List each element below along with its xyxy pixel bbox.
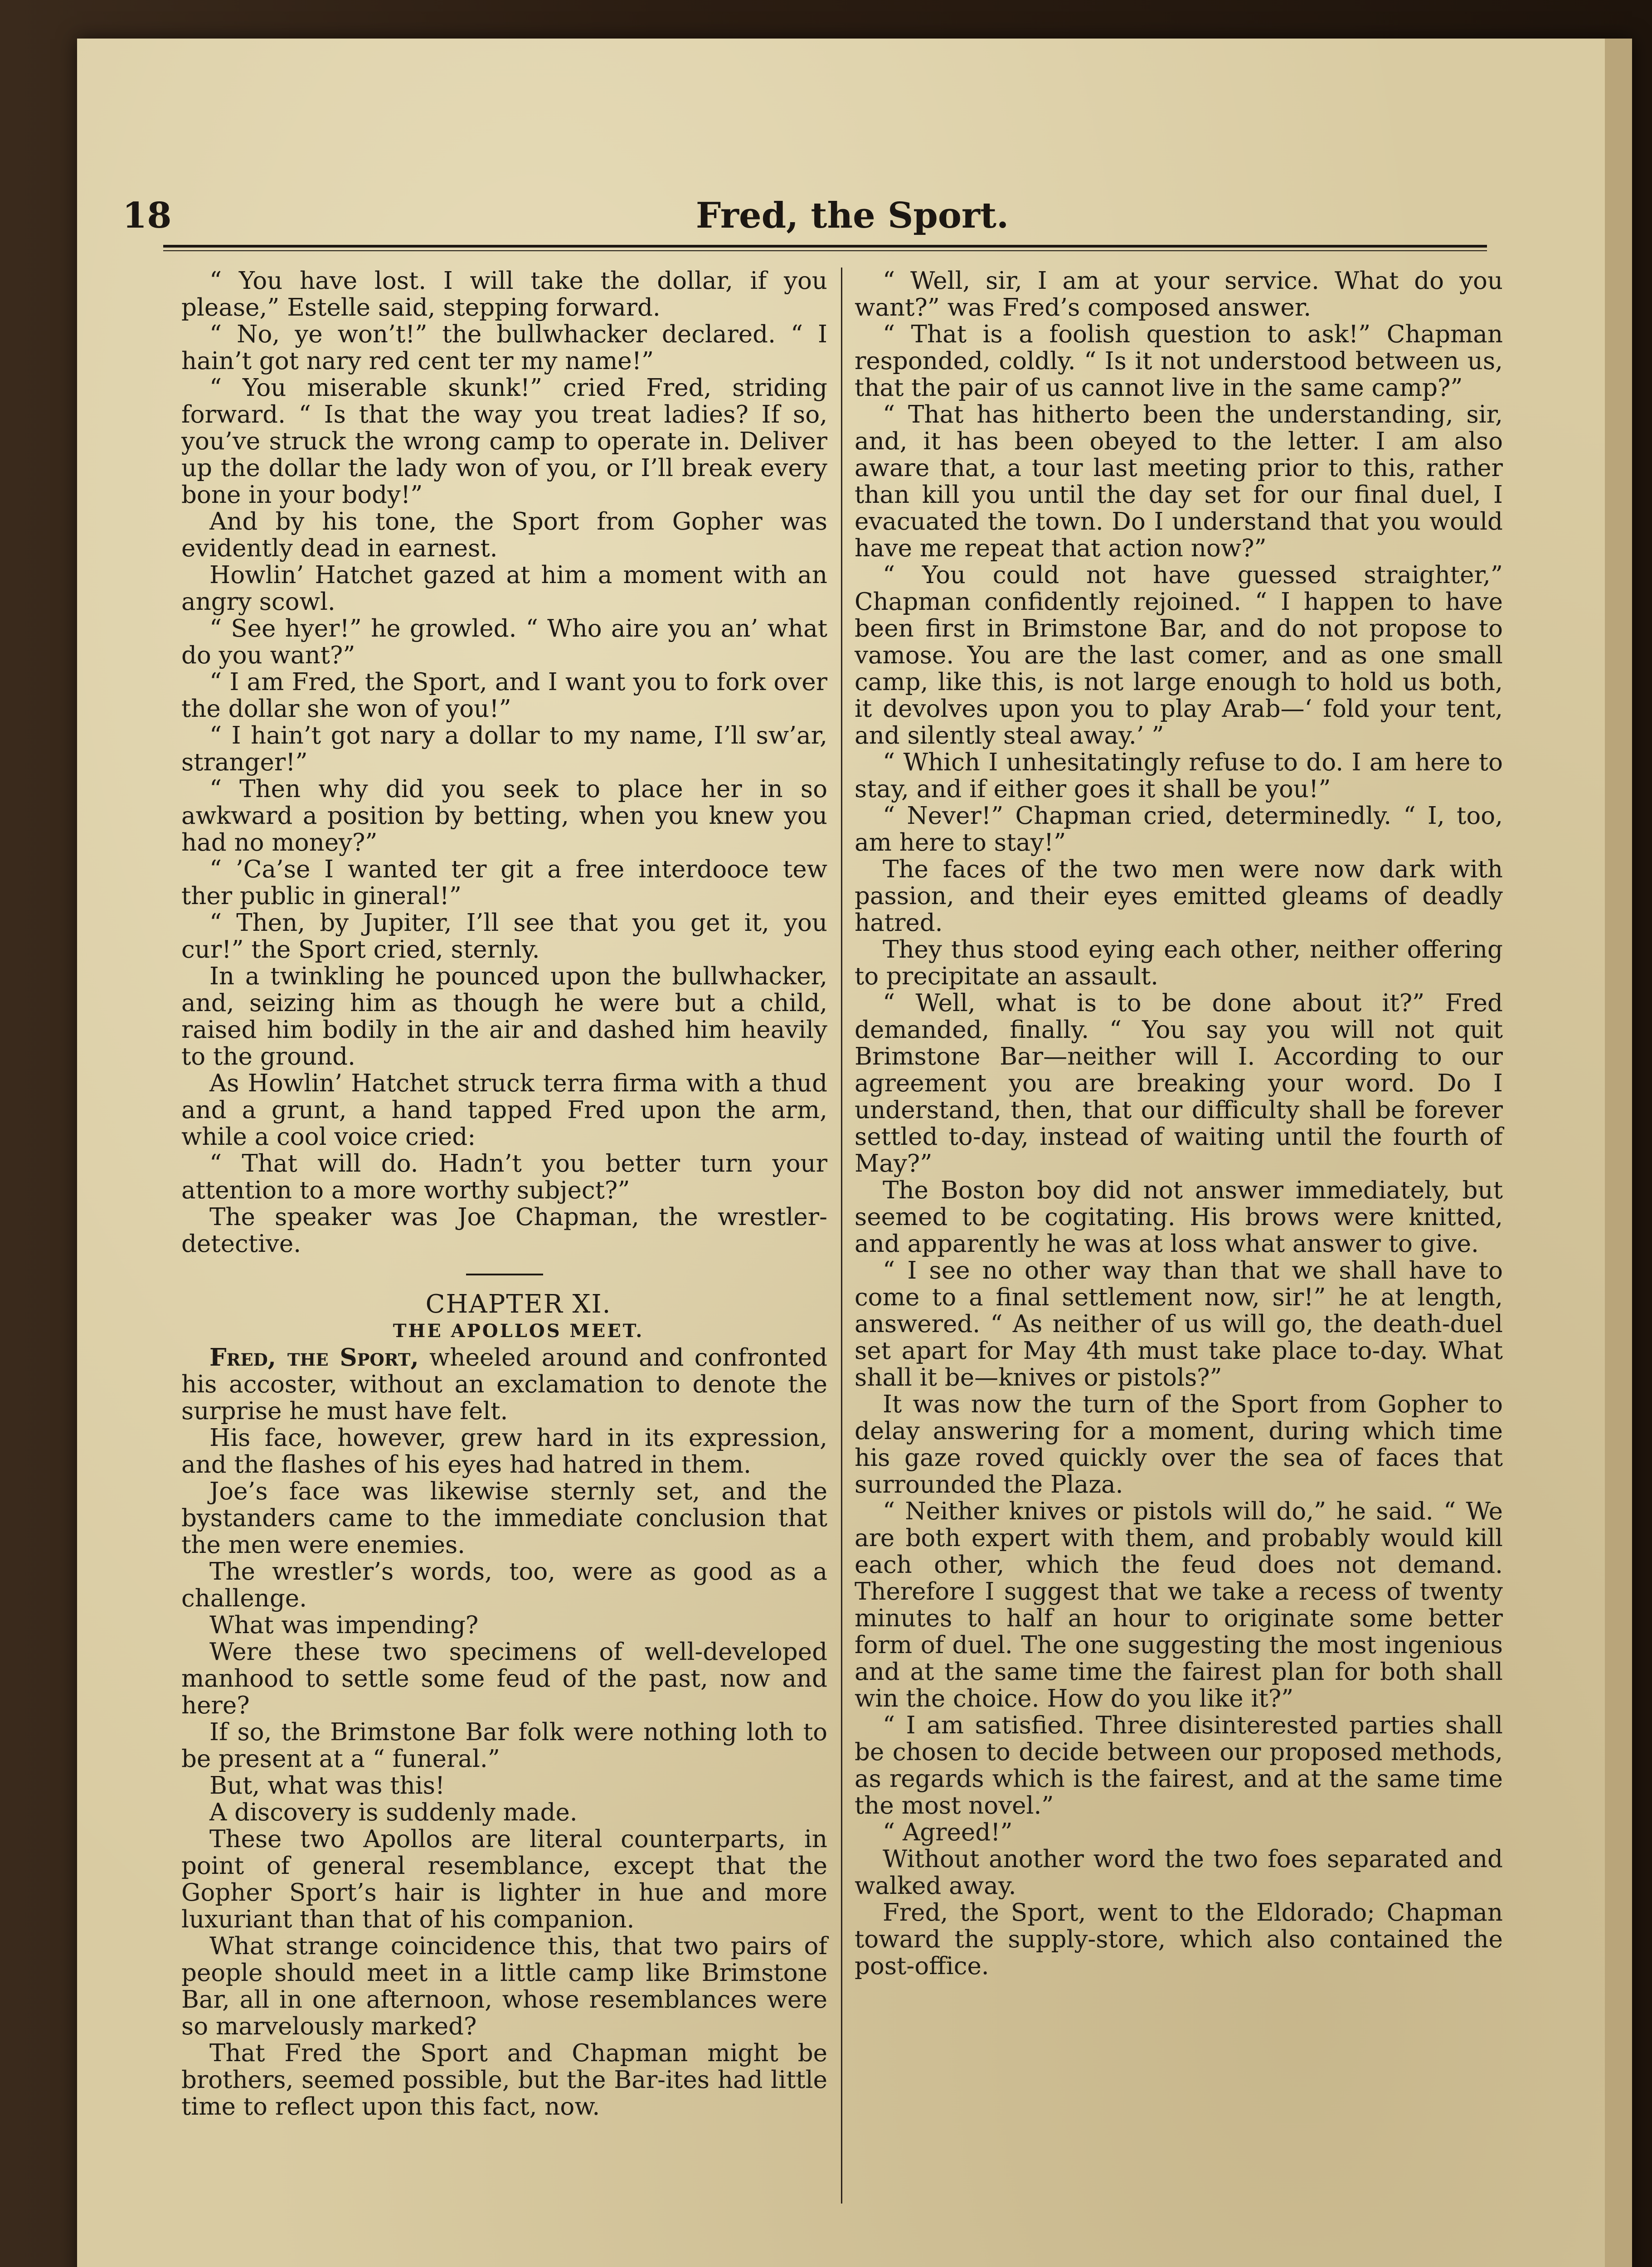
paragraph: Fred, the Sport, went to the Eldorado; Chapman toward the supply-store, which also contained the post-office. bbox=[855, 1899, 1503, 1980]
paragraph: “ That will do. Hadn’t you better turn your attention to a more worthy subject?” bbox=[181, 1150, 827, 1204]
paragraph: “ Well, what is to be done about it?” Fred demanded, finally. “ You say you will not quit Brimstone Bar—neither will I. According to our agreement you are breaking your word. Do I understand, then, that our difficulty shall be forever settled to-day, instead of waiting until the fourth of May?” bbox=[855, 989, 1503, 1177]
paragraph: It was now the turn of the Sport from Gopher to delay answering for a moment, during which time his gaze roved quickly over the sea of faces that surrounded the Plaza. bbox=[855, 1391, 1503, 1498]
paragraph: “ You miserable skunk!” cried Fred, striding forward. “ Is that the way you treat ladies? If so, you’ve struck the wrong camp to operate in. Deliver up the dollar the lady won of you, or I’ll break every bone in your body!” bbox=[181, 374, 827, 509]
paragraph: As Howlin’ Hatchet struck terra firma with a thud and a grunt, a hand tapped Fred upon the arm, while a cool voice cried: bbox=[181, 1070, 827, 1151]
paragraph: In a twinkling he pounced upon the bullwhacker, and, seizing him as though he were but a child, raised him bodily in the air and dashed him heavily to the ground. bbox=[181, 963, 827, 1070]
chapter-separator bbox=[466, 1274, 543, 1275]
paragraph: “ See hyer!” he growled. “ Who aire you an’ what do you want?” bbox=[181, 615, 827, 669]
paragraph: The faces of the two men were now dark with passion, and their eyes emitted gleams of deadly hatred. bbox=[855, 856, 1503, 937]
column-divider bbox=[841, 268, 842, 2204]
paragraph: “ No, ye won’t!” the bullwhacker declared. “ I hain’t got nary red cent ter my name!” bbox=[181, 321, 827, 375]
paragraph: “ Neither knives or pistols will do,” he said. “ We are both expert with them, and probably would kill each other, which the feud does not demand. Therefore I suggest that we take a recess of twenty minutes to half an hour to originate some better form of duel. The one suggesting the most ingenious and at the same time the fairest plan for both shall win the choice. How do you like it?” bbox=[855, 1498, 1503, 1712]
paragraph: “ You have lost. I will take the dollar, if you please,” Estelle said, stepping forward. bbox=[181, 267, 827, 321]
paragraph: “ Then, by Jupiter, I’ll see that you get it, you cur!” the Sport cried, sternly. bbox=[181, 909, 827, 963]
paragraph: These two Apollos are literal counterparts, in point of general resemblance, except that the Gopher Sport’s hair is lighter in hue and more luxuriant than that of his companion. bbox=[181, 1825, 827, 1933]
page-number: 18 bbox=[122, 195, 172, 236]
chapter-title: CHAPTER XI. bbox=[425, 1289, 612, 1319]
paragraph: Howlin’ Hatchet gazed at him a moment with an angry scowl. bbox=[181, 561, 827, 616]
paragraph: “ You could not have guessed straighter,” Chapman confidently rejoined. “ I happen to have been first in Brimstone Bar, and do not propose to vamose. You are the last comer, and as one small camp, like this, is not large enough to hold us both, it devolves upon you to play Arab—‘ fold your tent, and silently steal away.’ ” bbox=[855, 561, 1503, 749]
paragraph: “ Then why did you seek to place her in so awkward a position by betting, when you knew you had no money?” bbox=[181, 775, 827, 856]
left-column bbox=[181, 268, 827, 2120]
paragraph: “ Never!” Chapman cried, determinedly. “ I, too, am here to stay!” bbox=[855, 802, 1503, 856]
header-rule-thin bbox=[163, 250, 1487, 251]
paragraph: What was impending? bbox=[209, 1611, 479, 1639]
paragraph: If so, the Brimstone Bar folk were nothing loth to be present at a “ funeral.” bbox=[181, 1718, 827, 1773]
paragraph: His face, however, grew hard in its expression, and the flashes of his eyes had hatred in them. bbox=[181, 1424, 827, 1479]
paragraph: That Fred the Sport and Chapman might be brothers, seemed possible, but the Bar-ites had little time to reflect upon this fact, now. bbox=[181, 2039, 827, 2121]
chapter-first-paragraph bbox=[181, 1344, 827, 1425]
paragraph: “ I am Fred, the Sport, and I want you to fork over the dollar she won of you!” bbox=[181, 668, 827, 723]
right-column bbox=[855, 268, 1503, 1980]
header-rule bbox=[163, 245, 1487, 248]
paragraph: They thus stood eying each other, neither offering to precipitate an assault. bbox=[855, 936, 1503, 990]
paragraph: “ Agreed!” bbox=[883, 1819, 1013, 1846]
paragraph: Joe’s face was likewise sternly set, and the bystanders came to the immediate conclusion that the men were enemies. bbox=[181, 1478, 827, 1559]
paragraph: The speaker was Joe Chapman, the wrestler-detective. bbox=[181, 1203, 827, 1258]
paragraph: “ Which I unhesitatingly refuse to do. I am here to stay, and if either goes it shall be you!” bbox=[855, 749, 1503, 803]
paragraph: Without another word the two foes separated and walked away. bbox=[855, 1845, 1503, 1900]
paragraph: “ I hain’t got nary a dollar to my name, I’ll sw’ar, stranger!” bbox=[181, 722, 827, 776]
running-title: Fred, the Sport. bbox=[695, 195, 1009, 236]
chapter-first-paragraph-text: wheeled around and confronted his accoster, without an exclamation to denote the surprise he must have felt. bbox=[181, 1344, 828, 1425]
paragraph: What strange coincidence this, that two pairs of people should meet in a little camp like Brimstone Bar, all in one afternoon, whose resemblances were so marvelously marked? bbox=[181, 1932, 827, 2040]
paragraph: Were these two specimens of well-developed manhood to settle some feud of the past, now and here? bbox=[181, 1638, 827, 1719]
paragraph: But, what was this! bbox=[209, 1772, 445, 1800]
paragraph: And by his tone, the Sport from Gopher was evidently dead in earnest. bbox=[181, 508, 827, 562]
chapter-lead: Fred, the Sport, bbox=[209, 1343, 419, 1372]
paragraph: “ That has hitherto been the understanding, sir, and, it has been obeyed to the letter. I am also aware that, a tour last meeting prior to this, rather than kill you until the day set for our final duel, I evacuated the town. Do I understand that you would have me repeat that action now?” bbox=[855, 401, 1503, 562]
left-paragraphs-before bbox=[181, 268, 827, 1257]
paragraph: “ I see no other way than that we shall have to come to a final settlement now, sir!” he at length, answered. “ As neither of us will go, the death-duel set apart for May 4th must take place to-day. What shall it be—knives or pistols?” bbox=[855, 1257, 1503, 1391]
paragraph: “ I am satisfied. Three disinterested parties shall be chosen to decide between our proposed methods, as regards which is the fairest, and at the same time the most novel.” bbox=[855, 1712, 1503, 1819]
paragraph: The Boston boy did not answer immediately, but seemed to be cogitating. His brows were knitted, and apparently he was at loss what answer to give. bbox=[855, 1177, 1503, 1258]
left-paragraphs-after bbox=[181, 1425, 827, 2120]
paragraph: A discovery is suddenly made. bbox=[209, 1799, 578, 1826]
paragraph: “ Well, sir, I am at your service. What do you want?” was Fred’s composed answer. bbox=[855, 267, 1503, 321]
paragraph: “ ’Ca’se I wanted ter git a free interdooce tew ther public in gineral!” bbox=[181, 856, 827, 910]
paragraph: “ That is a foolish question to ask!” Chapman responded, coldly. “ Is it not understood between us, that the pair of us cannot live in the same camp?” bbox=[855, 321, 1503, 402]
chapter-subtitle: THE APOLLOS MEET. bbox=[393, 1320, 644, 1342]
paragraph: The wrestler’s words, too, were as good as a challenge. bbox=[181, 1558, 827, 1612]
